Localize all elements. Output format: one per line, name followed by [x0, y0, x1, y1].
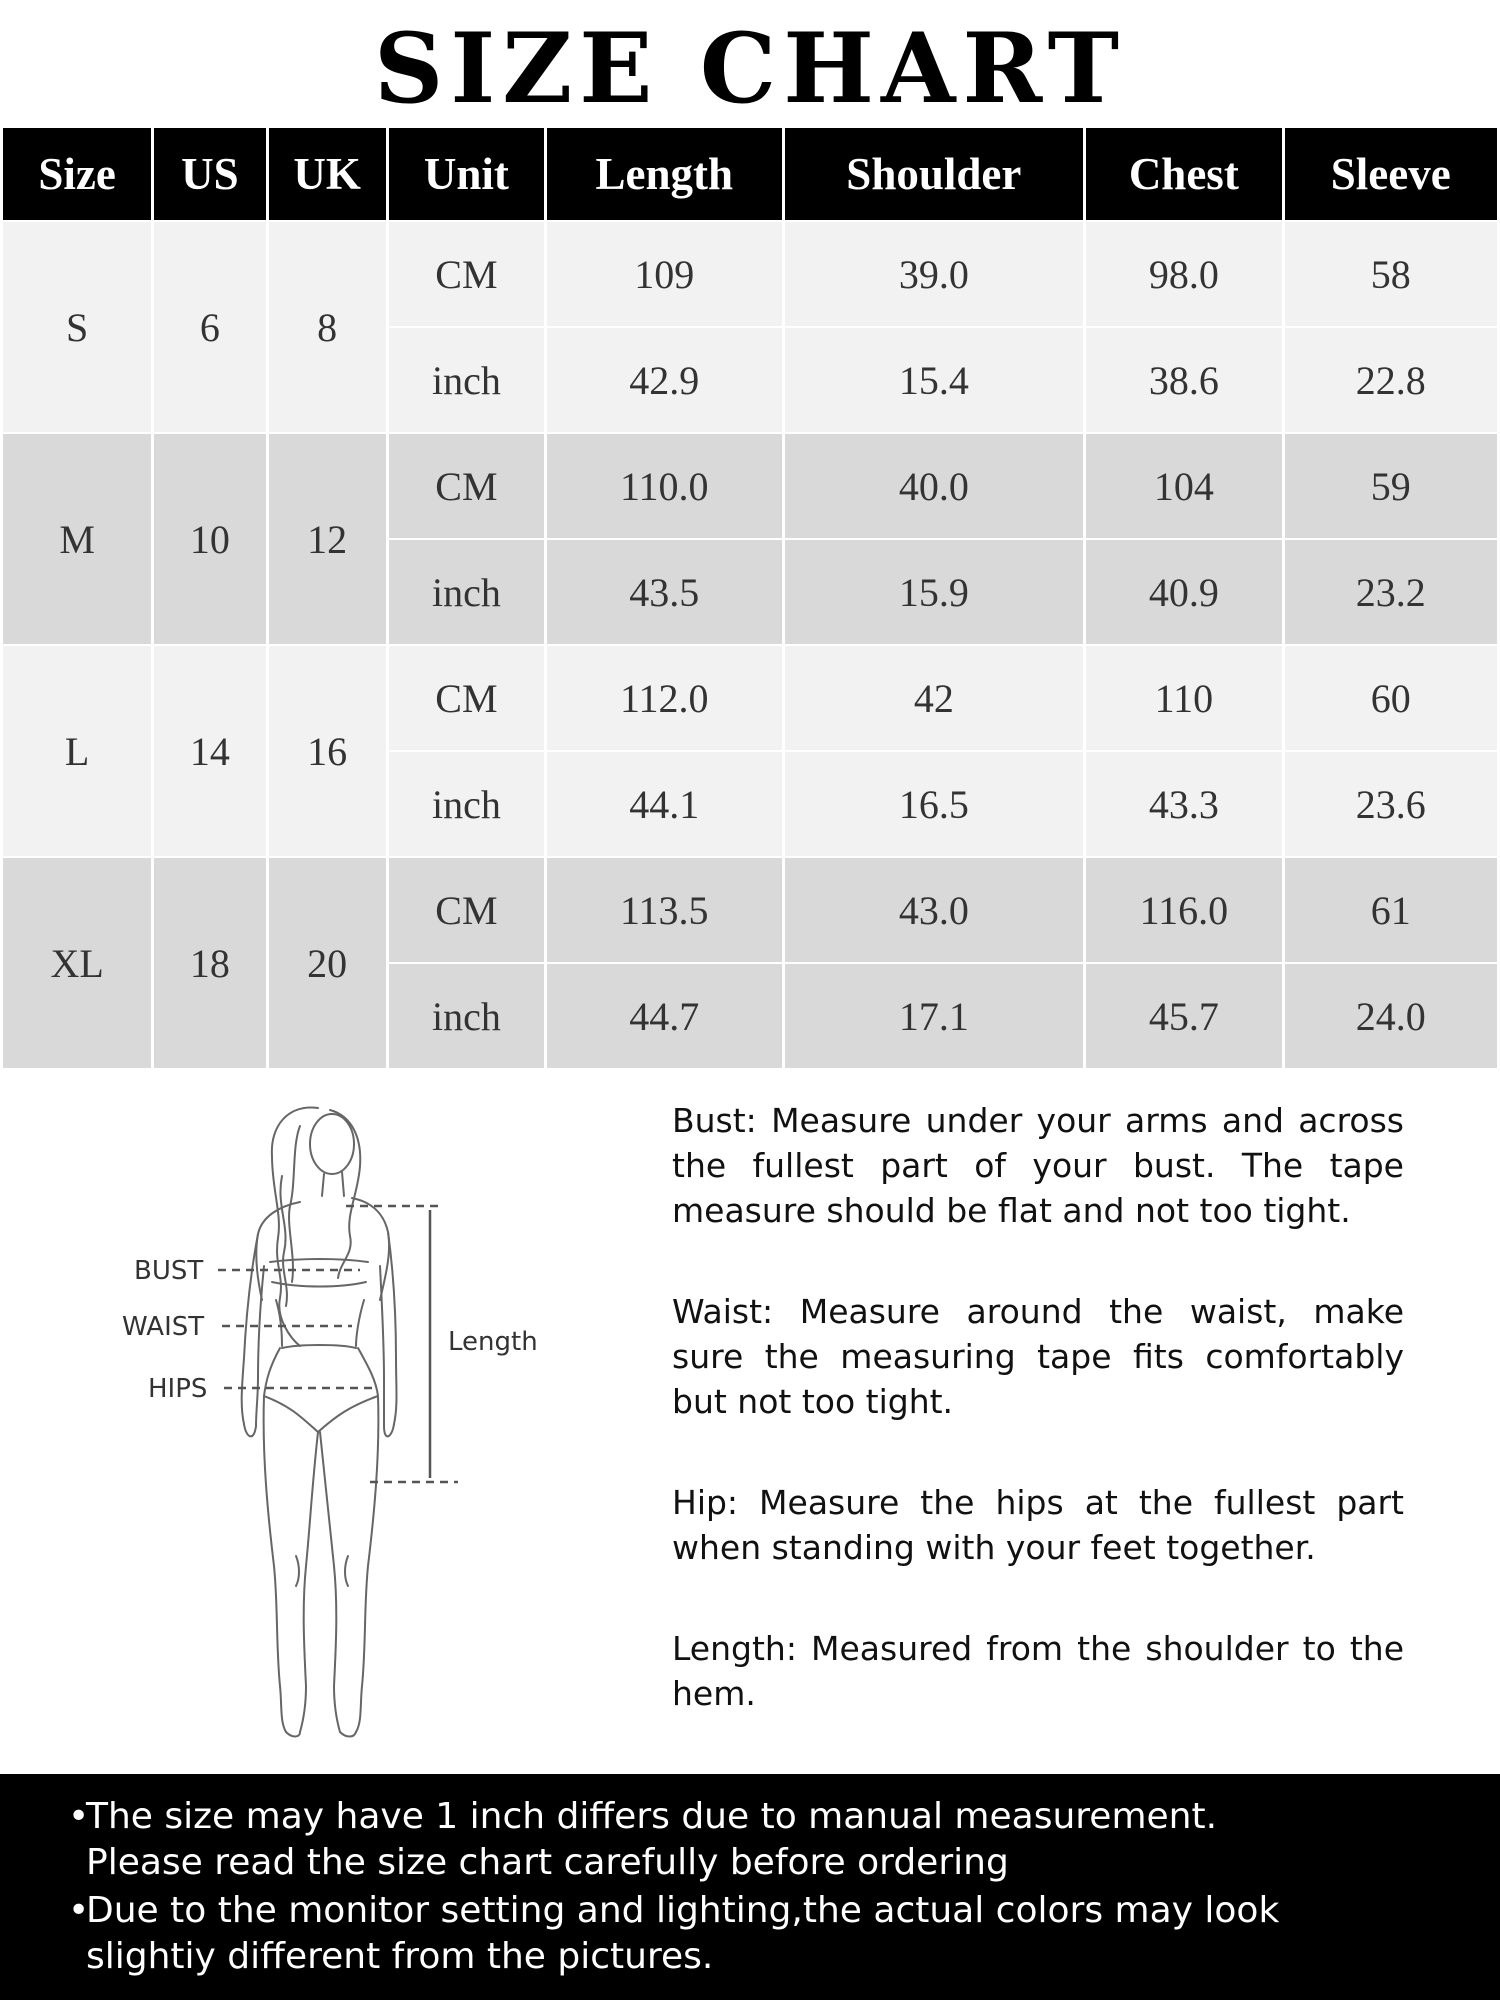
measurement-notes	[672, 1098, 1404, 1772]
footer-line: Please read the size chart carefully before ordering	[86, 1842, 1009, 1883]
unit-cell: CM	[389, 646, 544, 750]
hips-label: HIPS	[148, 1374, 208, 1404]
bullet-icon: •	[68, 1796, 90, 1837]
uk-cell: 20	[269, 858, 386, 1068]
uk-cell: 12	[269, 434, 386, 644]
sleeve-cell: 23.6	[1285, 752, 1497, 856]
shoulder-cell: 16.5	[785, 752, 1084, 856]
header-us: US	[154, 128, 265, 220]
shoulder-cell: 39.0	[785, 222, 1084, 326]
chest-cell: 45.7	[1086, 964, 1281, 1068]
chest-cell: 98.0	[1086, 222, 1281, 326]
unit-cell: inch	[389, 964, 544, 1068]
footer-line: Due to the monitor setting and lighting,the actual colors may look	[86, 1890, 1280, 1931]
table-row	[3, 434, 1497, 538]
table-row	[3, 646, 1497, 750]
table-row	[3, 858, 1497, 962]
chest-cell: 104	[1086, 434, 1281, 538]
bust-note: Bust: Measure under your arms and across the fullest part of your bust. The tape measure should be flat and not too tight.	[672, 1101, 1404, 1230]
unit-cell: CM	[389, 434, 544, 538]
shoulder-cell: 17.1	[785, 964, 1084, 1068]
body-silhouette	[242, 1108, 397, 1737]
size-cell: L	[3, 646, 151, 856]
bullet-icon: •	[68, 1890, 90, 1931]
header-shoulder: Shoulder	[785, 128, 1084, 220]
length-cell: 109	[547, 222, 781, 326]
size-cell: S	[3, 222, 151, 432]
size-cell: XL	[3, 858, 151, 1068]
length-cell: 112.0	[547, 646, 781, 750]
body-outline-illustration	[0, 1086, 620, 1746]
waist-note: Waist: Measure around the waist, make sure the measuring tape fits comfortably but not too tight.	[672, 1292, 1404, 1421]
shoulder-cell: 15.9	[785, 540, 1084, 644]
header-length: Length	[547, 128, 781, 220]
sleeve-cell: 59	[1285, 434, 1497, 538]
header-size: Size	[3, 128, 151, 220]
us-cell: 14	[154, 646, 265, 856]
shoulder-cell: 43.0	[785, 858, 1084, 962]
table-row	[3, 222, 1497, 326]
length-cell: 44.1	[547, 752, 781, 856]
length-cell: 110.0	[547, 434, 781, 538]
uk-cell: 8	[269, 222, 386, 432]
us-cell: 10	[154, 434, 265, 644]
sleeve-cell: 23.2	[1285, 540, 1497, 644]
length-cell: 44.7	[547, 964, 781, 1068]
measurement-guides	[218, 1206, 458, 1482]
header-unit: Unit	[389, 128, 544, 220]
waist-label: WAIST	[122, 1312, 205, 1342]
length-cell: 42.9	[547, 328, 781, 432]
bust-label: BUST	[134, 1256, 204, 1286]
size-cell: M	[3, 434, 151, 644]
shoulder-cell: 15.4	[785, 328, 1084, 432]
footer-item	[68, 1888, 1476, 1980]
unit-cell: CM	[389, 222, 544, 326]
sleeve-cell: 22.8	[1285, 328, 1497, 432]
footer-item	[68, 1794, 1476, 1886]
length-note: Length: Measured from the shoulder to the hem.	[672, 1629, 1404, 1713]
header-sleeve: Sleeve	[1285, 128, 1497, 220]
sleeve-cell: 61	[1285, 858, 1497, 962]
length-cell: 43.5	[547, 540, 781, 644]
header-chest: Chest	[1086, 128, 1281, 220]
uk-cell: 16	[269, 646, 386, 856]
chest-cell: 116.0	[1086, 858, 1281, 962]
footer-line: slightiy different from the pictures.	[86, 1936, 714, 1977]
length-label: Length	[448, 1327, 538, 1357]
size-chart-table	[0, 126, 1500, 1070]
chest-cell: 38.6	[1086, 328, 1281, 432]
unit-cell: CM	[389, 858, 544, 962]
footer-line: The size may have 1 inch differs due to manual measurement.	[86, 1796, 1218, 1837]
measurement-figure	[0, 1086, 620, 1746]
sleeve-cell: 58	[1285, 222, 1497, 326]
hip-note: Hip: Measure the hips at the fullest part when standing with your feet together.	[672, 1483, 1404, 1567]
sleeve-cell: 60	[1285, 646, 1497, 750]
chest-cell: 110	[1086, 646, 1281, 750]
unit-cell: inch	[389, 752, 544, 856]
us-cell: 18	[154, 858, 265, 1068]
shoulder-cell: 40.0	[785, 434, 1084, 538]
footer-disclaimer	[0, 1774, 1500, 2000]
sleeve-cell: 24.0	[1285, 964, 1497, 1068]
unit-cell: inch	[389, 328, 544, 432]
us-cell: 6	[154, 222, 265, 432]
length-cell: 113.5	[547, 858, 781, 962]
table-header-row	[3, 128, 1497, 220]
header-uk: UK	[269, 128, 386, 220]
shoulder-cell: 42	[785, 646, 1084, 750]
unit-cell: inch	[389, 540, 544, 644]
page-title: SIZE CHART	[373, 12, 1127, 125]
chest-cell: 40.9	[1086, 540, 1281, 644]
chest-cell: 43.3	[1086, 752, 1281, 856]
